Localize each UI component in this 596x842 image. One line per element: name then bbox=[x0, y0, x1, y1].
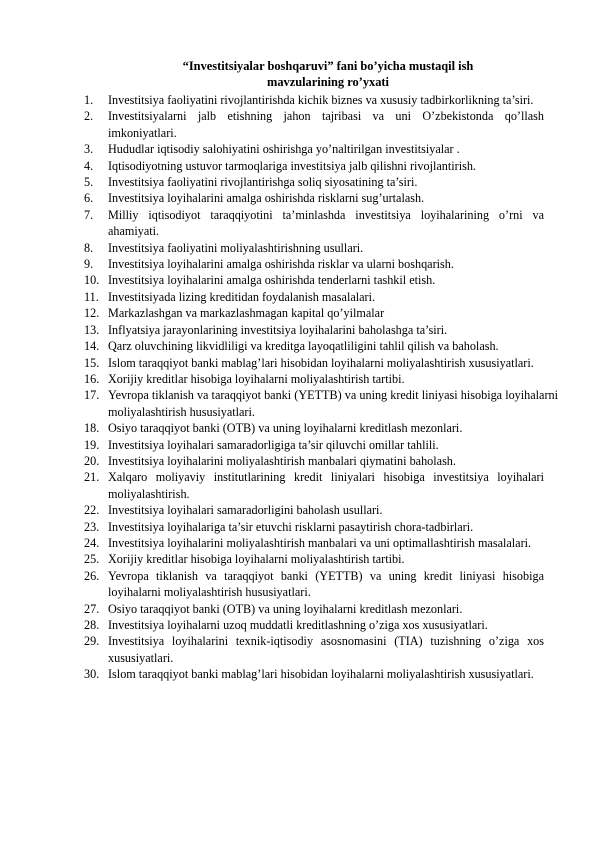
list-item bbox=[84, 289, 544, 305]
list-item bbox=[84, 601, 544, 617]
item-text: Investitsiya loyihalarini texnik-iqtisodiy asosnomasini (TIA) tuzishning o’ziga xos xususiyatlari. bbox=[108, 634, 544, 665]
item-text: Inflyatsiya jarayonlarining investitsiya loyihalarini baholashga ta’siri. bbox=[108, 322, 448, 337]
item-number: 12. bbox=[84, 306, 100, 321]
item-number: 7. bbox=[84, 207, 94, 222]
list-item bbox=[84, 338, 544, 354]
list-item bbox=[84, 141, 544, 157]
item-text: Osiyo taraqqiyot banki (OTB) va uning loyihalarni kreditlash mezonlari. bbox=[108, 601, 463, 616]
item-text: Hududlar iqtisodiy salohiyatini oshirishga yo’naltirilgan investitsiyalar . bbox=[108, 142, 460, 157]
item-text: Investitsiya loyihalarini moliyalashtirish manbalari va uni optimallashtirish masalalari. bbox=[108, 535, 532, 550]
list-item bbox=[84, 666, 544, 682]
item-text: Investitsiya loyihalarini amalga oshirishda risklar va ularni boshqarish. bbox=[108, 257, 454, 272]
item-number: 4. bbox=[84, 158, 94, 173]
item-number: 6. bbox=[84, 191, 94, 206]
list-item bbox=[84, 551, 544, 567]
item-number: 2. bbox=[84, 109, 94, 124]
item-number: 1. bbox=[84, 93, 94, 107]
item-number: 5. bbox=[84, 175, 94, 190]
item-text: Yevropa tiklanish va taraqqiyot banki (YETTB) va uning kredit liniyasi hisobiga loyihalarni moliyalashtirish hususiyatlari. bbox=[108, 568, 544, 600]
list-item bbox=[84, 174, 544, 190]
list-item bbox=[84, 240, 544, 256]
item-text: Investitsiyada lizing kreditidan foydalanish masalalari. bbox=[108, 289, 376, 304]
item-number: 22. bbox=[84, 503, 100, 518]
item-number: 26. bbox=[84, 568, 100, 583]
list-item bbox=[84, 502, 544, 518]
list-item bbox=[84, 437, 544, 453]
item-text: Islom taraqqiyot banki mablag’lari hisobidan loyihalarni moliyalashtirish xususiyatlari. bbox=[108, 667, 534, 682]
topic-list bbox=[84, 92, 558, 683]
list-item bbox=[84, 158, 544, 174]
item-text: Investitsiyalarni jalb etishning jahon tajribasi va uni O’zbekistonda qo’llash imkoniyatlari. bbox=[108, 109, 544, 140]
item-number: 21. bbox=[84, 470, 100, 485]
item-text: Iqtisodiyotning ustuvor tarmoqlariga investitsiya jalb qilishni rivojlantirish. bbox=[108, 158, 476, 173]
list-item bbox=[84, 568, 544, 601]
title-line-1: “Investitsiyalar boshqaruvi” fani bo’yicha mustaqil ish bbox=[182, 59, 474, 73]
item-text: Markazlashgan va markazlashmagan kapital qo’yilmalar bbox=[108, 306, 385, 321]
list-item bbox=[84, 108, 544, 141]
item-text: Investitsiya loyihalarni uzoq muddatli kreditlashning o’ziga xos xususiyatlari. bbox=[108, 618, 488, 632]
list-item bbox=[84, 453, 544, 469]
item-number: 9. bbox=[84, 257, 94, 272]
item-text: Yevropa tiklanish va taraqqiyot banki (YETTB) va uning kredit liniyasi hisobiga loyihalarni moliyalashtirish hususiyatlari. bbox=[108, 388, 558, 419]
list-item bbox=[84, 322, 544, 338]
list-item bbox=[84, 92, 544, 108]
item-text: Investitsiya loyihalarini amalga oshirishda risklarni sug’urtalash. bbox=[108, 191, 425, 206]
list-item bbox=[84, 272, 544, 288]
item-text: Investitsiya faoliyatini rivojlantirishga soliq siyosatining ta’siri. bbox=[108, 175, 418, 190]
list-item bbox=[84, 420, 544, 436]
item-number: 15. bbox=[84, 355, 100, 370]
list-item bbox=[84, 305, 544, 321]
item-number: 13. bbox=[84, 322, 100, 337]
item-number: 3. bbox=[84, 142, 94, 157]
item-text: Investitsiya loyihalarini amalga oshirishda tenderlarni tashkil etish. bbox=[108, 273, 436, 288]
list-item bbox=[84, 519, 544, 535]
list-item bbox=[84, 535, 544, 551]
item-text: Xalqaro moliyaviy institutlarining kredit liniyalari hisobiga investitsiya loyihalari moliyalashtirish. bbox=[108, 470, 544, 501]
item-number: 27. bbox=[84, 601, 100, 616]
item-number: 28. bbox=[84, 618, 100, 632]
item-text: Investitsiya loyihalarini moliyalashtirish manbalari qiymatini baholash. bbox=[108, 453, 456, 468]
item-text: Investitsiya loyihalari samaradorligiga ta’sir qiluvchi omillar tahlili. bbox=[108, 437, 439, 452]
title-line-2: mavzularining ro’yxati bbox=[267, 75, 389, 89]
item-number: 23. bbox=[84, 519, 100, 534]
item-text: Islom taraqqiyot banki mablag’lari hisobidan loyihalarni moliyalashtirish xususiyatlari. bbox=[108, 355, 534, 370]
item-number: 29. bbox=[84, 634, 100, 649]
list-item bbox=[84, 256, 544, 272]
item-text: Qarz oluvchining likvidliligi va kreditga layoqatliligini tahlil qilish va baholash. bbox=[108, 339, 499, 354]
item-text: Investitsiya faoliyatini rivojlantirishda kichik biznes va xususiy tadbirkorlikning ta’siri. bbox=[108, 93, 534, 107]
item-number: 14. bbox=[84, 339, 100, 354]
item-text: Investitsiya loyihalari samaradorligini baholash usullari. bbox=[108, 503, 383, 518]
item-text: Xorijiy kreditlar hisobiga loyihalarni moliyalashtirish tartibi. bbox=[108, 371, 405, 386]
list-item bbox=[84, 207, 544, 240]
item-number: 25. bbox=[84, 552, 100, 567]
item-number: 30. bbox=[84, 667, 100, 682]
item-number: 19. bbox=[84, 437, 100, 452]
item-number: 24. bbox=[84, 535, 100, 550]
item-number: 11. bbox=[84, 289, 99, 304]
item-number: 16. bbox=[84, 371, 100, 386]
item-number: 18. bbox=[84, 421, 100, 436]
list-item bbox=[84, 469, 544, 502]
item-text: Osiyo taraqqiyot banki (OTB) va uning loyihalarni kreditlash mezonlari. bbox=[108, 421, 463, 436]
list-item bbox=[84, 387, 558, 420]
list-item bbox=[84, 371, 544, 387]
list-item bbox=[84, 190, 544, 206]
list-item bbox=[84, 617, 544, 633]
item-number: 20. bbox=[84, 453, 100, 468]
item-text: Investitsiya loyihalariga ta’sir etuvchi risklarni pasaytirish chora-tadbirlari. bbox=[108, 519, 474, 534]
document-title bbox=[60, 58, 596, 90]
list-item bbox=[84, 633, 544, 666]
item-text: Investitsiya faoliyatini moliyalashtirishning usullari. bbox=[108, 240, 364, 255]
list-item bbox=[84, 355, 544, 371]
item-number: 8. bbox=[84, 240, 94, 255]
item-number: 10. bbox=[84, 273, 100, 288]
item-text: Xorijiy kreditlar hisobiga loyihalarni moliyalashtirish tartibi. bbox=[108, 552, 405, 567]
item-text: Milliy iqtisodiyot taraqqiyotini ta’minlashda investitsiya loyihalarining o’rni va ahamiyati. bbox=[108, 207, 544, 239]
item-number: 17. bbox=[84, 388, 100, 403]
